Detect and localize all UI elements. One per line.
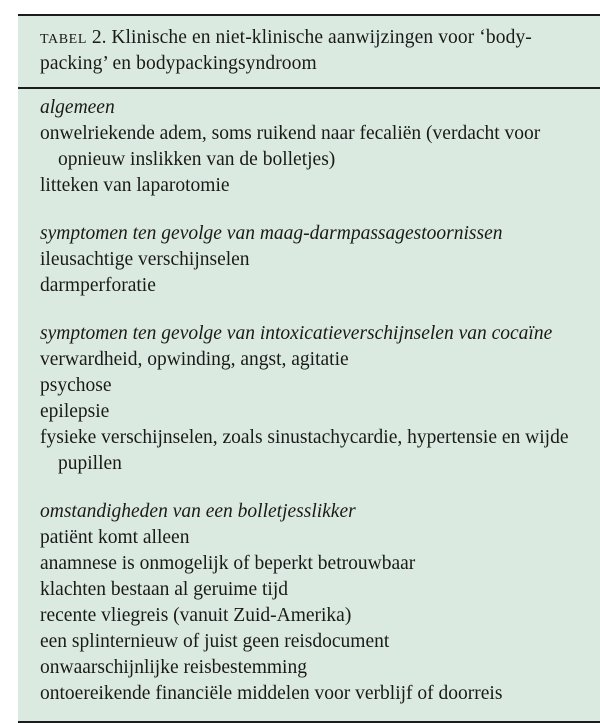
group-entry: epilepsie [40, 401, 110, 422]
group-heading: omstandigheden van een bolletjesslikker [40, 501, 356, 522]
table-group-intoxicatie [40, 321, 578, 477]
group-entry: psychose [40, 375, 112, 396]
table-caption [18, 16, 600, 87]
group-entry: fysieke verschijnselen, zoals sinustachycardie, hypertensie en wijde pupillen [40, 427, 569, 474]
group-entry: verwardheid, opwinding, angst, agitatie [40, 349, 349, 370]
table-group-algemeen [40, 95, 578, 199]
group-heading: symptomen ten gevolge van maag-darmpassagestoornissen [40, 223, 503, 244]
table-group-maagdarm [40, 221, 578, 299]
group-entry: darmperforatie [40, 275, 156, 296]
table-caption-line2: packing’ en bodypackingsyndroom [40, 53, 317, 74]
table-figure [18, 14, 600, 723]
group-heading: algemeen [40, 97, 115, 118]
group-entry: litteken van laparotomie [40, 175, 230, 196]
table-label: tabel [40, 27, 87, 48]
table-group-omstandigheden [40, 499, 578, 707]
group-entry: patiënt komt alleen [40, 527, 190, 548]
group-entry: ileusachtige verschijnselen [40, 249, 250, 270]
group-entry: onwaarschijnlijke reisbestemming [40, 657, 307, 678]
group-entry: klachten bestaan al geruime tijd [40, 579, 288, 600]
group-entry: recente vliegreis (vanuit Zuid-Amerika) [40, 605, 352, 626]
group-entry: onwelriekende adem, soms ruikend naar fecaliën (verdacht voor opnieuw inslikken van de bolletjes) [40, 123, 541, 170]
group-heading: symptomen ten gevolge van intoxicatieverschijnselen van cocaïne [40, 323, 553, 344]
table-caption-line1: Klinische en niet-klinische aanwijzingen voor ‘body- [111, 27, 532, 48]
group-entry: ontoereikende financiële middelen voor verblijf of doorreis [40, 683, 503, 704]
group-entry: een splinternieuw of juist geen reisdocument [40, 631, 390, 652]
table-body [18, 89, 600, 721]
group-entry: anamnese is onmogelijk of beperkt betrouwbaar [40, 553, 416, 574]
table-number: 2. [86, 27, 112, 48]
